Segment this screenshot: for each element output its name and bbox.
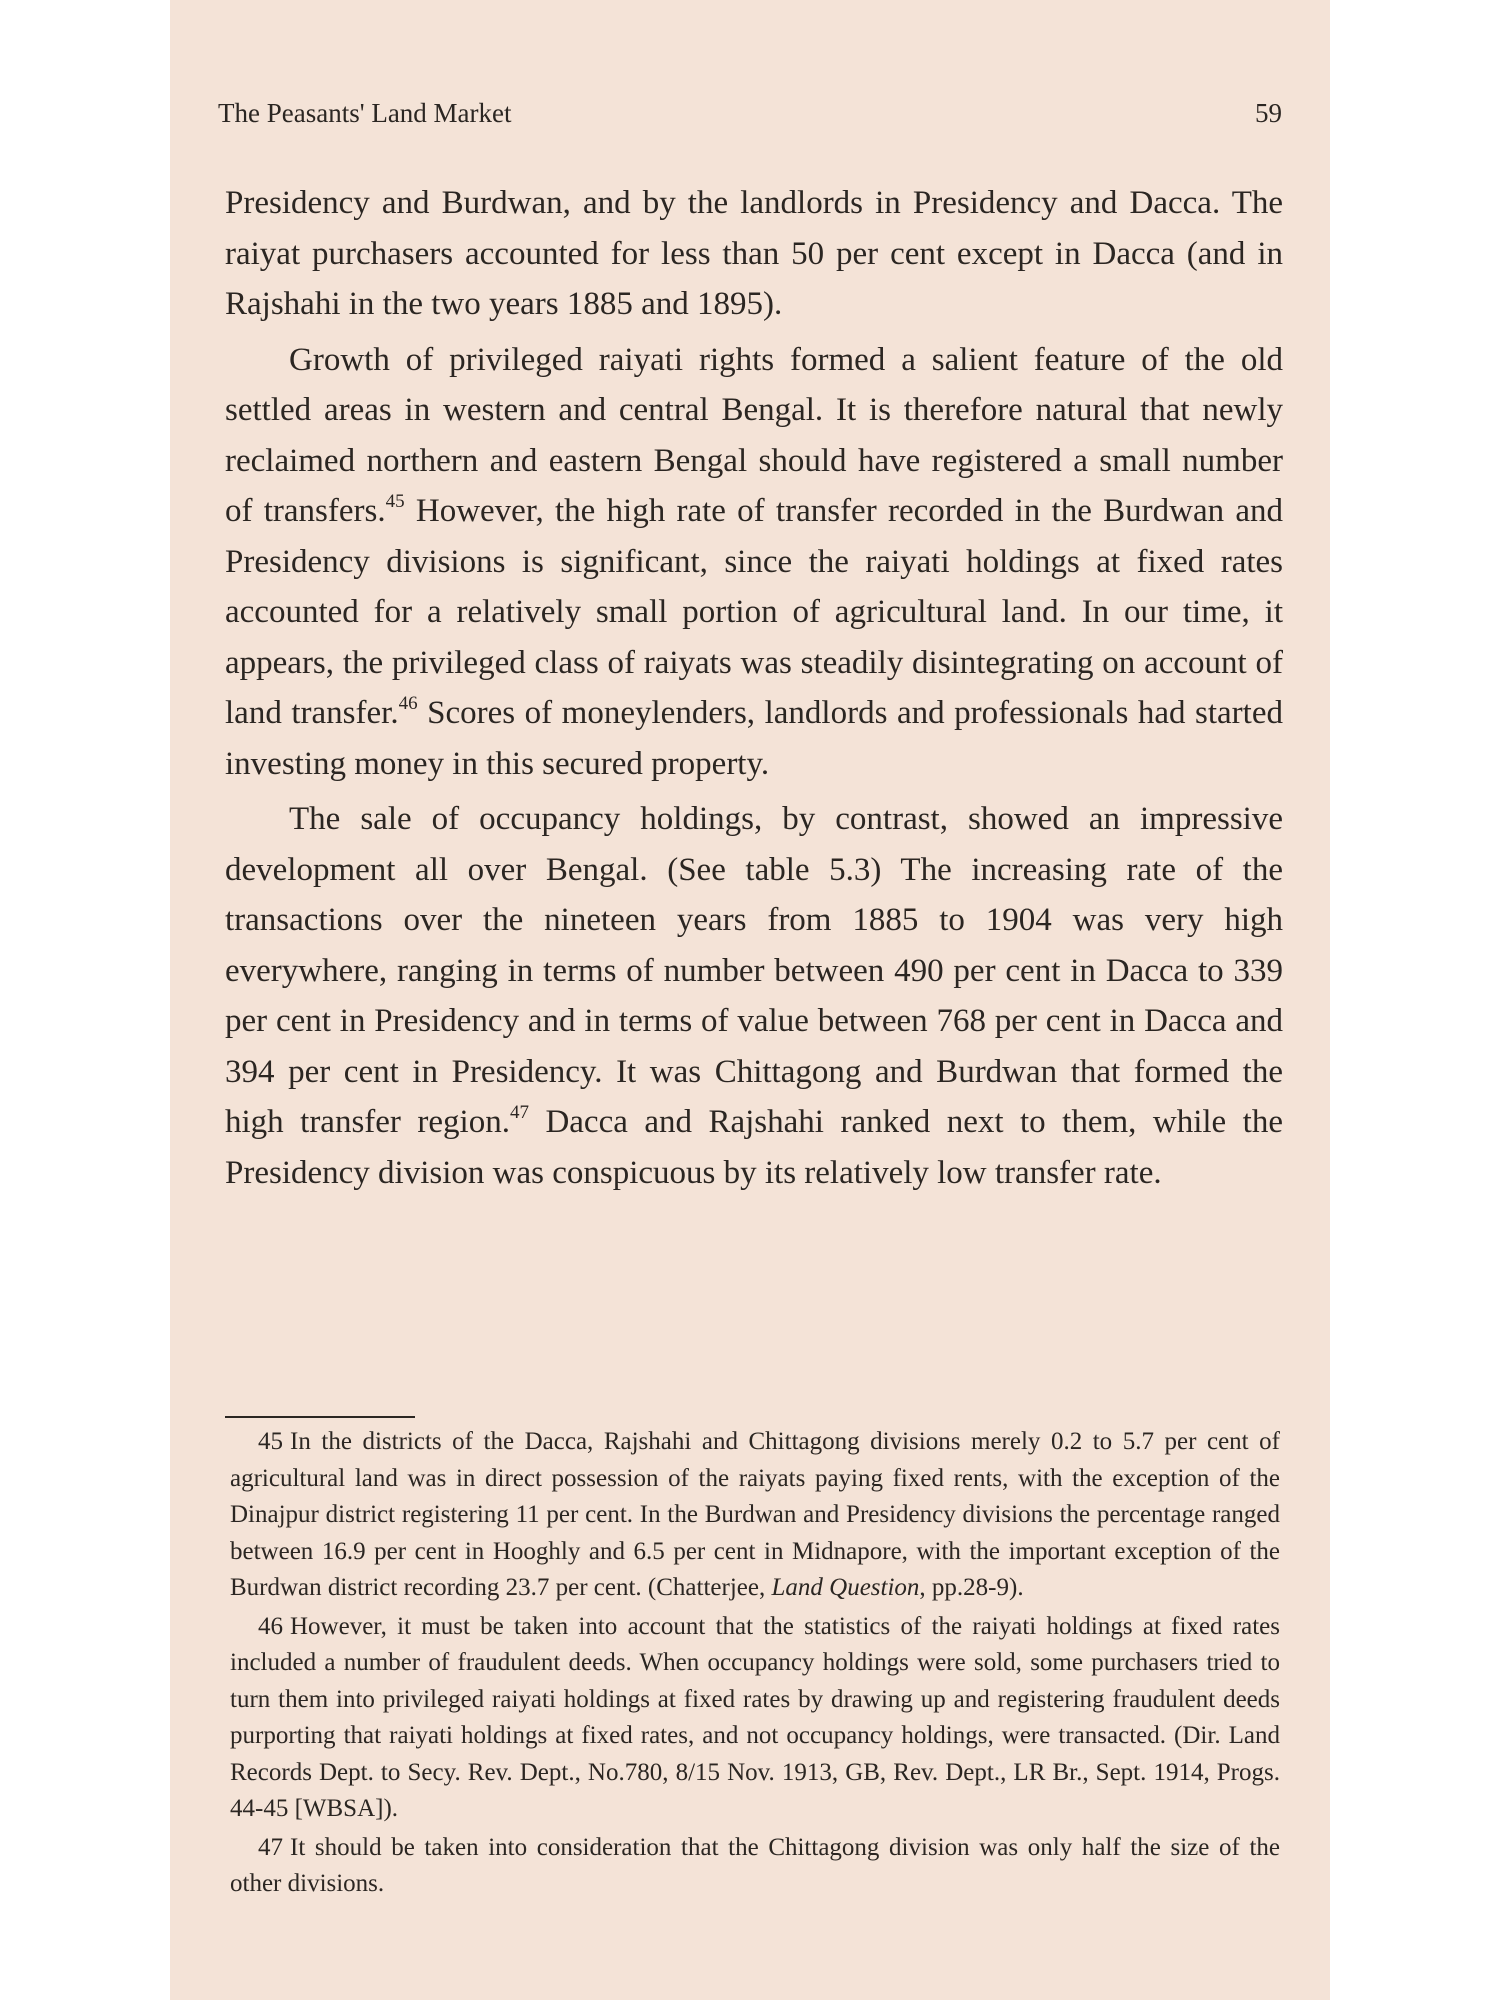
footnote-45-text-b: , pp.28-9). (919, 1574, 1024, 1601)
footnote-ref-47: 47 (509, 1102, 529, 1123)
paragraph-1 (225, 178, 1283, 330)
paragraph-3-text-a: The sale of occupancy holdings, by contrast, showed an impressive development all over Bengal. (See table 5.3) The increasing rate of the transactions over the nineteen years from 1885 to 1904 was very high everywhere, ranging in terms of number between 490 per cent in Dacca to 339 per cent in Presidency and in terms of value between 768 per cent in Dacca and 394 per cent in Presidency. It was Chittagong and Burdwan that formed the high transfer region. (225, 801, 1283, 1140)
footnote-47-text: It should be taken into consideration that the Chittagong division was only half the size of the other divisions. (230, 1833, 1280, 1897)
footnote-ref-46: 46 (398, 693, 418, 714)
footnote-46-number: 46 (258, 1612, 283, 1640)
footnote-45 (230, 1424, 1280, 1607)
paragraph-3-text-b: Dacca and Rajshahi ranked next to them, while the Presidency division was conspicuous by its relatively low transfer rate. (225, 1104, 1283, 1191)
paragraph-2 (225, 335, 1283, 790)
footnote-47-number: 47 (258, 1833, 283, 1861)
paragraph-3 (225, 794, 1283, 1198)
footnote-46 (230, 1609, 1280, 1828)
footnote-47 (230, 1830, 1280, 1903)
paragraph-2-text-b: However, the high rate of transfer recorded in the Burdwan and Presidency divisions is significant, since the raiyati holdings at fixed rates accounted for a relatively small portion of agricultural land. In our time, it appears, the privileged class of raiyats was steadily disintegrating on account of land transfer. (225, 493, 1283, 731)
footnote-divider (225, 1416, 415, 1418)
book-page (170, 0, 1330, 2000)
page-number: 59 (1255, 98, 1282, 128)
footnote-45-title: Land Question (771, 1574, 920, 1601)
running-title: The Peasants' Land Market (218, 98, 512, 128)
footnote-46-text: However, it must be taken into account that the statistics of the raiyati holdings at fixed rates included a number of fraudulent deeds. When occupancy holdings were sold, some purchasers tried to turn them into privileged raiyati holdings at fixed rates by drawing up and registering fraudulent deeds purporting that raiyati holdings at fixed rates, and not occupancy holdings, were transacted. (Dir. Land Records Dept. to Secy. Rev. Dept., No.780, 8/15 Nov. 1913, GB, Rev. Dept., LR Br., Sept. 1914, Progs. 44-45 [WBSA]). (230, 1612, 1280, 1822)
paragraph-1-text: Presidency and Burdwan, and by the landlords in Presidency and Dacca. The raiyat purchasers accounted for less than 50 per cent except in Dacca (and in Rajshahi in the two years 1885 and 1895). (225, 185, 1283, 322)
paragraph-2-text-a: Growth of privileged raiyati rights formed a salient feature of the old settled areas in western and central Bengal. It is therefore natural that newly reclaimed northern and eastern Bengal should have registered a small number of transfers. (225, 341, 1283, 529)
running-header (218, 98, 1282, 138)
footnote-45-text-a: In the districts of the Dacca, Rajshahi and Chittagong divisions merely 0.2 to 5.7 per cent of agricultural land was in direct possession of the raiyats paying fixed rents, with the exception of the Dinajpur district registering 11 per cent. In the Burdwan and Presidency divisions the percentage ranged between 16.9 per cent in Hooghly and 6.5 per cent in Midnapore, with the important exception of the Burdwan district recording 23.7 per cent. (Chatterjee, (230, 1428, 1280, 1601)
footnote-45-number: 45 (258, 1428, 283, 1455)
body-text (225, 178, 1283, 1198)
paragraph-2-text-c: Scores of moneylenders, landlords and professionals had started investing money in this secured property. (225, 695, 1283, 782)
footnote-ref-45: 45 (385, 491, 405, 512)
footnotes (230, 1424, 1280, 1903)
